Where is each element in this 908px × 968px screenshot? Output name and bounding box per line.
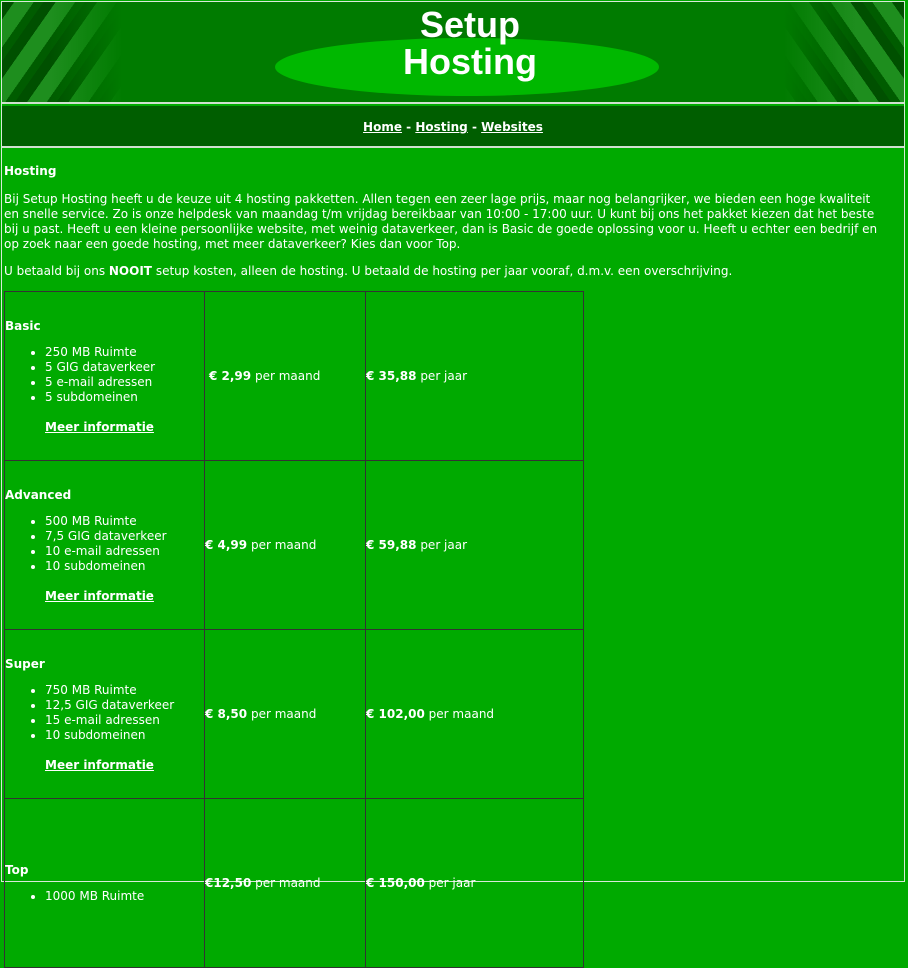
monthly-unit: per maand: [254, 369, 321, 383]
feature-list: [5, 345, 204, 405]
package-row: [5, 630, 584, 799]
monthly-price: €12,50: [205, 876, 252, 890]
package-details-cell: [5, 461, 205, 630]
nooit-emphasis: NOOIT: [108, 264, 152, 278]
feature-list: [5, 889, 204, 904]
packages-table: [4, 291, 584, 968]
yearly-price-cell: [366, 799, 584, 968]
nav-separator: -: [471, 120, 477, 134]
setup-cost-note: U betaald bij ons NOOIT setup kosten, alleen de hosting. U betaald de hosting per jaar vooraf, d.m.v. een overschrijving.: [4, 264, 733, 278]
site-header: [2, 2, 904, 104]
yearly-unit: per jaar: [420, 369, 468, 383]
package-name: Top: [5, 862, 29, 877]
yearly-price-cell: [366, 630, 584, 799]
yearly-unit: per jaar: [428, 876, 476, 890]
logo-line-2: Hosting: [403, 41, 537, 82]
monthly-price: € 4,99: [205, 538, 248, 552]
package-name: Super: [5, 656, 45, 671]
feature-item: • 250 MB Ruimte: [45, 345, 204, 360]
page-title: Hosting: [4, 164, 57, 178]
more-info-link[interactable]: Meer informatie: [45, 419, 154, 434]
package-name: Advanced: [5, 487, 72, 502]
monthly-price: € 8,50: [205, 707, 248, 721]
feature-item: • 10 subdomeinen: [45, 728, 204, 743]
yearly-unit: per jaar: [420, 538, 468, 552]
monthly-price-cell: [205, 461, 366, 630]
nav-link-hosting[interactable]: Hosting: [415, 120, 468, 134]
feature-item: • 15 e-mail adressen: [45, 713, 204, 728]
yearly-price: € 35,88: [366, 369, 417, 383]
feature-item: • 10 subdomeinen: [45, 559, 204, 574]
feature-list: [5, 683, 204, 743]
package-row: [5, 292, 584, 461]
nav-separator: -: [406, 120, 412, 134]
package-row: [5, 799, 584, 968]
monthly-price-cell: [205, 799, 366, 968]
feature-item: • 12,5 GIG dataverkeer: [45, 698, 204, 713]
monthly-price: € 2,99: [209, 369, 252, 383]
feature-item: • 1000 MB Ruimte: [45, 889, 204, 904]
monthly-price-cell: [205, 630, 366, 799]
feature-item: • 5 subdomeinen: [45, 390, 204, 405]
nav-bar: [2, 106, 904, 148]
package-details-cell: [5, 630, 205, 799]
nav-link-websites[interactable]: Websites: [481, 120, 543, 134]
intro-paragraph: Bij Setup Hosting heeft u de keuze uit 4 hosting pakketten. Allen tegen een zeer lage prijs, maar nog belangrijker, we bieden een hoge kwaliteit en snelle service. Zo is onze helpdesk van maandag t/m vrijdag bereikbaar van 10:00 - 17:00 uur. U kunt bij ons het pakket kiezen dat het beste bij u past. Heeft u een kleine persoonlijke website, met weinig dataverkeer, dan is Basic de goede oplossing voor u. Heeft u echter een bedrijf en op zoek naar een goede hosting, met meer dataverkeer? Kies dan voor Top.: [4, 192, 878, 251]
keyboard-image-left: [2, 2, 122, 102]
yearly-price: € 150,00: [366, 876, 425, 890]
feature-item: • 7,5 GIG dataverkeer: [45, 529, 204, 544]
feature-item: • 10 e-mail adressen: [45, 544, 204, 559]
monthly-unit: per maand: [250, 538, 317, 552]
more-info-link[interactable]: Meer informatie: [45, 757, 154, 772]
monthly-unit: per maand: [255, 876, 321, 890]
package-name: Basic: [5, 318, 41, 333]
more-info-link[interactable]: Meer informatie: [45, 588, 154, 603]
package-row: [5, 461, 584, 630]
yearly-price: € 102,00: [366, 707, 425, 721]
keyboard-image-right: [784, 2, 904, 102]
monthly-unit: per maand: [250, 707, 317, 721]
feature-list: [5, 514, 204, 574]
main-content: [4, 150, 884, 968]
monthly-price-cell: [205, 292, 366, 461]
feature-item: • 5 e-mail adressen: [45, 375, 204, 390]
yearly-price-cell: [366, 292, 584, 461]
feature-item: • 750 MB Ruimte: [45, 683, 204, 698]
feature-item: • 500 MB Ruimte: [45, 514, 204, 529]
feature-item: • 5 GIG dataverkeer: [45, 360, 204, 375]
package-details-cell: [5, 799, 205, 968]
package-details-cell: [5, 292, 205, 461]
site-logo[interactable]: [275, 6, 665, 80]
yearly-unit: per maand: [428, 707, 495, 721]
yearly-price-cell: [366, 461, 584, 630]
logo-line-1: Setup: [419, 4, 520, 45]
nav-link-home[interactable]: Home: [363, 120, 402, 134]
yearly-price: € 59,88: [366, 538, 417, 552]
